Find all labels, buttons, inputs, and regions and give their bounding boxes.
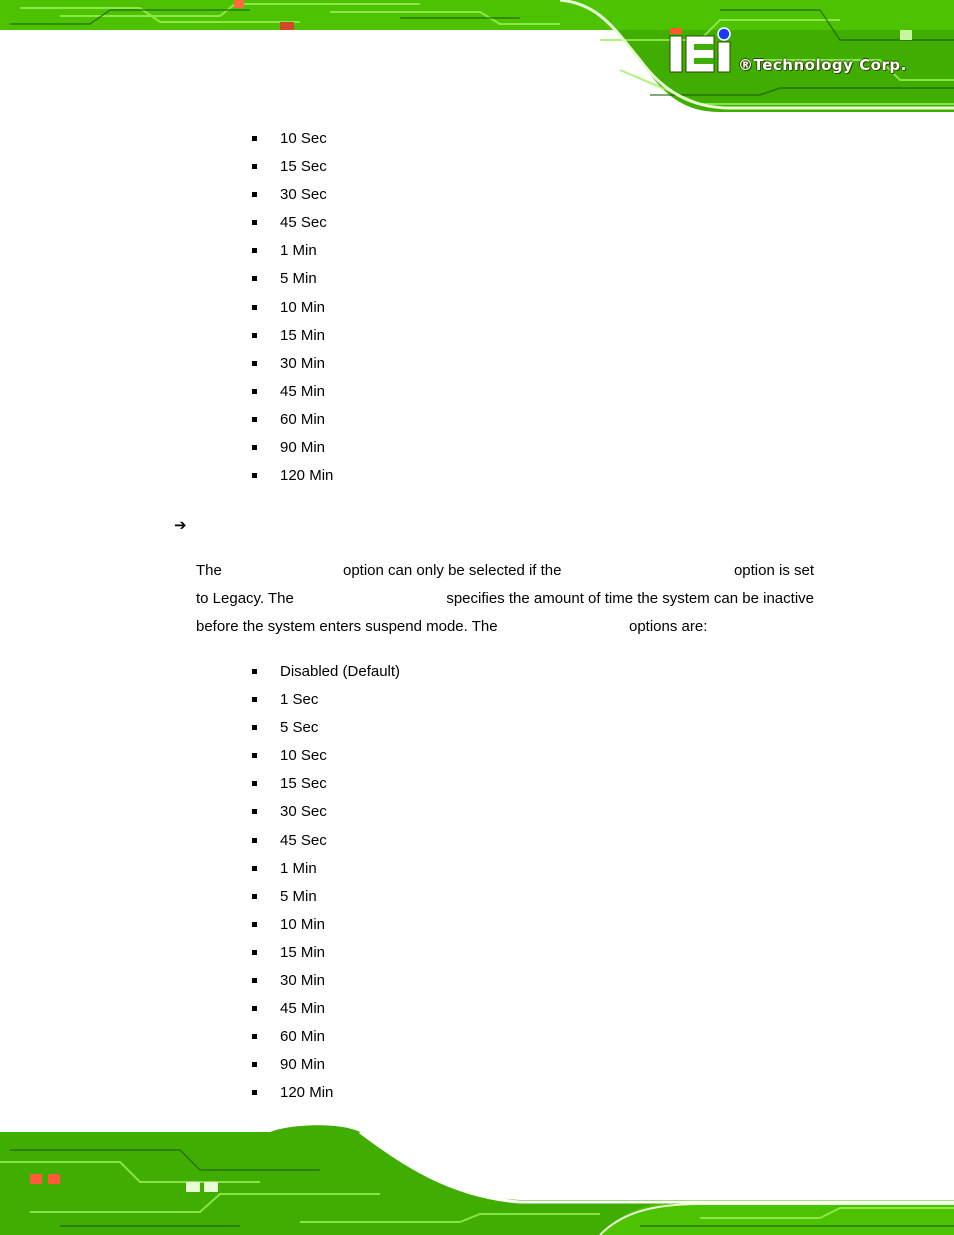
text-fragment: before the system enters suspend mode. The bbox=[196, 618, 498, 635]
list-item-label: 10 Sec bbox=[280, 130, 327, 147]
bullet-square-icon bbox=[252, 192, 257, 197]
list-item-label: 30 Sec bbox=[280, 803, 327, 821]
bullet-square-icon bbox=[252, 725, 257, 730]
bullet-square-icon bbox=[252, 417, 257, 422]
paragraph-line-1 bbox=[196, 557, 814, 585]
company-logo bbox=[668, 26, 928, 86]
list-item-label: Disabled (Default) bbox=[280, 663, 401, 680]
list-item bbox=[252, 325, 333, 353]
text-fragment: The bbox=[196, 562, 222, 579]
list-item bbox=[252, 689, 400, 717]
list-item-label: 15 Min bbox=[280, 943, 326, 961]
text-fragment: specifies the amount of time the system can be inactive bbox=[446, 590, 814, 607]
bullet-square-icon bbox=[252, 136, 257, 141]
list-item bbox=[252, 801, 400, 829]
iei-logo-icon bbox=[668, 26, 736, 76]
list-item bbox=[252, 381, 333, 409]
bullet-square-icon bbox=[252, 922, 257, 927]
text-fragment: to Legacy. The bbox=[196, 590, 294, 607]
list-item bbox=[252, 661, 400, 689]
list-item-label: 15 Sec bbox=[280, 158, 327, 176]
list-item-label: 5 Min bbox=[280, 270, 317, 288]
bullet-square-icon bbox=[252, 445, 257, 450]
text-fragment: option can only be selected if the bbox=[343, 562, 562, 579]
list-item-label: 45 Sec bbox=[280, 214, 327, 232]
list-item-label: 1 Sec bbox=[280, 691, 319, 709]
list-item bbox=[252, 745, 400, 773]
list-item-label: 1 Min bbox=[280, 242, 317, 260]
list-item-label: 1 Min bbox=[280, 859, 317, 877]
pcb-footer-graphic bbox=[0, 1122, 954, 1235]
bullet-square-icon bbox=[252, 894, 257, 899]
list-item-label: 120 Min bbox=[280, 467, 334, 485]
bullet-square-icon bbox=[252, 305, 257, 310]
paragraph-line-2 bbox=[196, 585, 814, 613]
bullet-square-icon bbox=[252, 1062, 257, 1067]
bullet-square-icon bbox=[252, 1034, 257, 1039]
list-item bbox=[252, 353, 333, 381]
list-item-label: 120 Min bbox=[280, 1084, 334, 1102]
list-item bbox=[252, 297, 333, 325]
bullet-square-icon bbox=[252, 164, 257, 169]
list-item bbox=[252, 1054, 400, 1082]
list-item-label: 30 Sec bbox=[280, 186, 327, 204]
bullet-square-icon bbox=[252, 473, 257, 478]
list-item bbox=[252, 914, 400, 942]
list-item bbox=[252, 942, 400, 970]
list-item bbox=[252, 886, 400, 914]
list-item-label: 10 Min bbox=[280, 915, 326, 933]
list-item-label: 10 Sec bbox=[280, 747, 327, 765]
bullet-square-icon bbox=[252, 669, 257, 674]
list-item bbox=[252, 773, 400, 801]
list-item-label: 15 Sec bbox=[280, 775, 327, 793]
list-item bbox=[252, 970, 400, 998]
list-item bbox=[252, 437, 333, 465]
text-fragment: option is set bbox=[733, 562, 814, 579]
list-item bbox=[252, 998, 400, 1026]
bullet-square-icon bbox=[252, 248, 257, 253]
list-item bbox=[252, 1082, 400, 1110]
list-item bbox=[252, 830, 400, 858]
list-item-label: 45 Sec bbox=[280, 831, 327, 849]
description-paragraph bbox=[196, 557, 814, 641]
list-item bbox=[252, 128, 333, 156]
options-list-bottom bbox=[252, 661, 400, 1111]
bullet-square-icon bbox=[252, 838, 257, 843]
logo-text: ®Technology Corp. bbox=[738, 56, 907, 74]
list-item bbox=[252, 409, 333, 437]
paragraph-line-3 bbox=[196, 613, 814, 641]
list-item bbox=[252, 1026, 400, 1054]
list-item-label: 45 Min bbox=[280, 1000, 326, 1018]
list-item-label: 10 Min bbox=[280, 298, 326, 316]
list-item-label: 60 Min bbox=[280, 1028, 326, 1046]
list-item-label: 30 Min bbox=[280, 972, 326, 990]
list-item-label: 90 Min bbox=[280, 439, 326, 457]
bullet-square-icon bbox=[252, 389, 257, 394]
footer-banner bbox=[0, 1122, 954, 1235]
bullet-square-icon bbox=[252, 1090, 257, 1095]
bullet-square-icon bbox=[252, 978, 257, 983]
bullet-square-icon bbox=[252, 809, 257, 814]
bullet-square-icon bbox=[252, 753, 257, 758]
list-item-label: 45 Min bbox=[280, 382, 326, 400]
bullet-square-icon bbox=[252, 950, 257, 955]
bullet-square-icon bbox=[252, 697, 257, 702]
list-item-label: 90 Min bbox=[280, 1056, 326, 1074]
header-banner bbox=[0, 0, 954, 112]
list-item bbox=[252, 240, 333, 268]
bullet-square-icon bbox=[252, 781, 257, 786]
list-item bbox=[252, 268, 333, 296]
bullet-square-icon bbox=[252, 333, 257, 338]
text-fragment: options are: bbox=[629, 618, 708, 635]
list-item bbox=[252, 858, 400, 886]
list-item bbox=[252, 212, 333, 240]
list-item-label: 60 Min bbox=[280, 410, 326, 428]
list-item-label: 5 Sec bbox=[280, 719, 319, 737]
bullet-square-icon bbox=[252, 1006, 257, 1011]
list-item-label: 30 Min bbox=[280, 354, 326, 372]
list-item bbox=[252, 465, 333, 493]
bullet-square-icon bbox=[252, 276, 257, 281]
bullet-square-icon bbox=[252, 866, 257, 871]
bullet-square-icon bbox=[252, 361, 257, 366]
list-item bbox=[252, 184, 333, 212]
bullet-square-icon bbox=[252, 220, 257, 225]
options-list-top bbox=[252, 128, 333, 493]
list-item-label: 15 Min bbox=[280, 326, 326, 344]
list-item bbox=[252, 156, 333, 184]
arrow-right-icon: ➔ bbox=[174, 516, 187, 534]
list-item-label: 5 Min bbox=[280, 887, 317, 905]
list-item bbox=[252, 717, 400, 745]
